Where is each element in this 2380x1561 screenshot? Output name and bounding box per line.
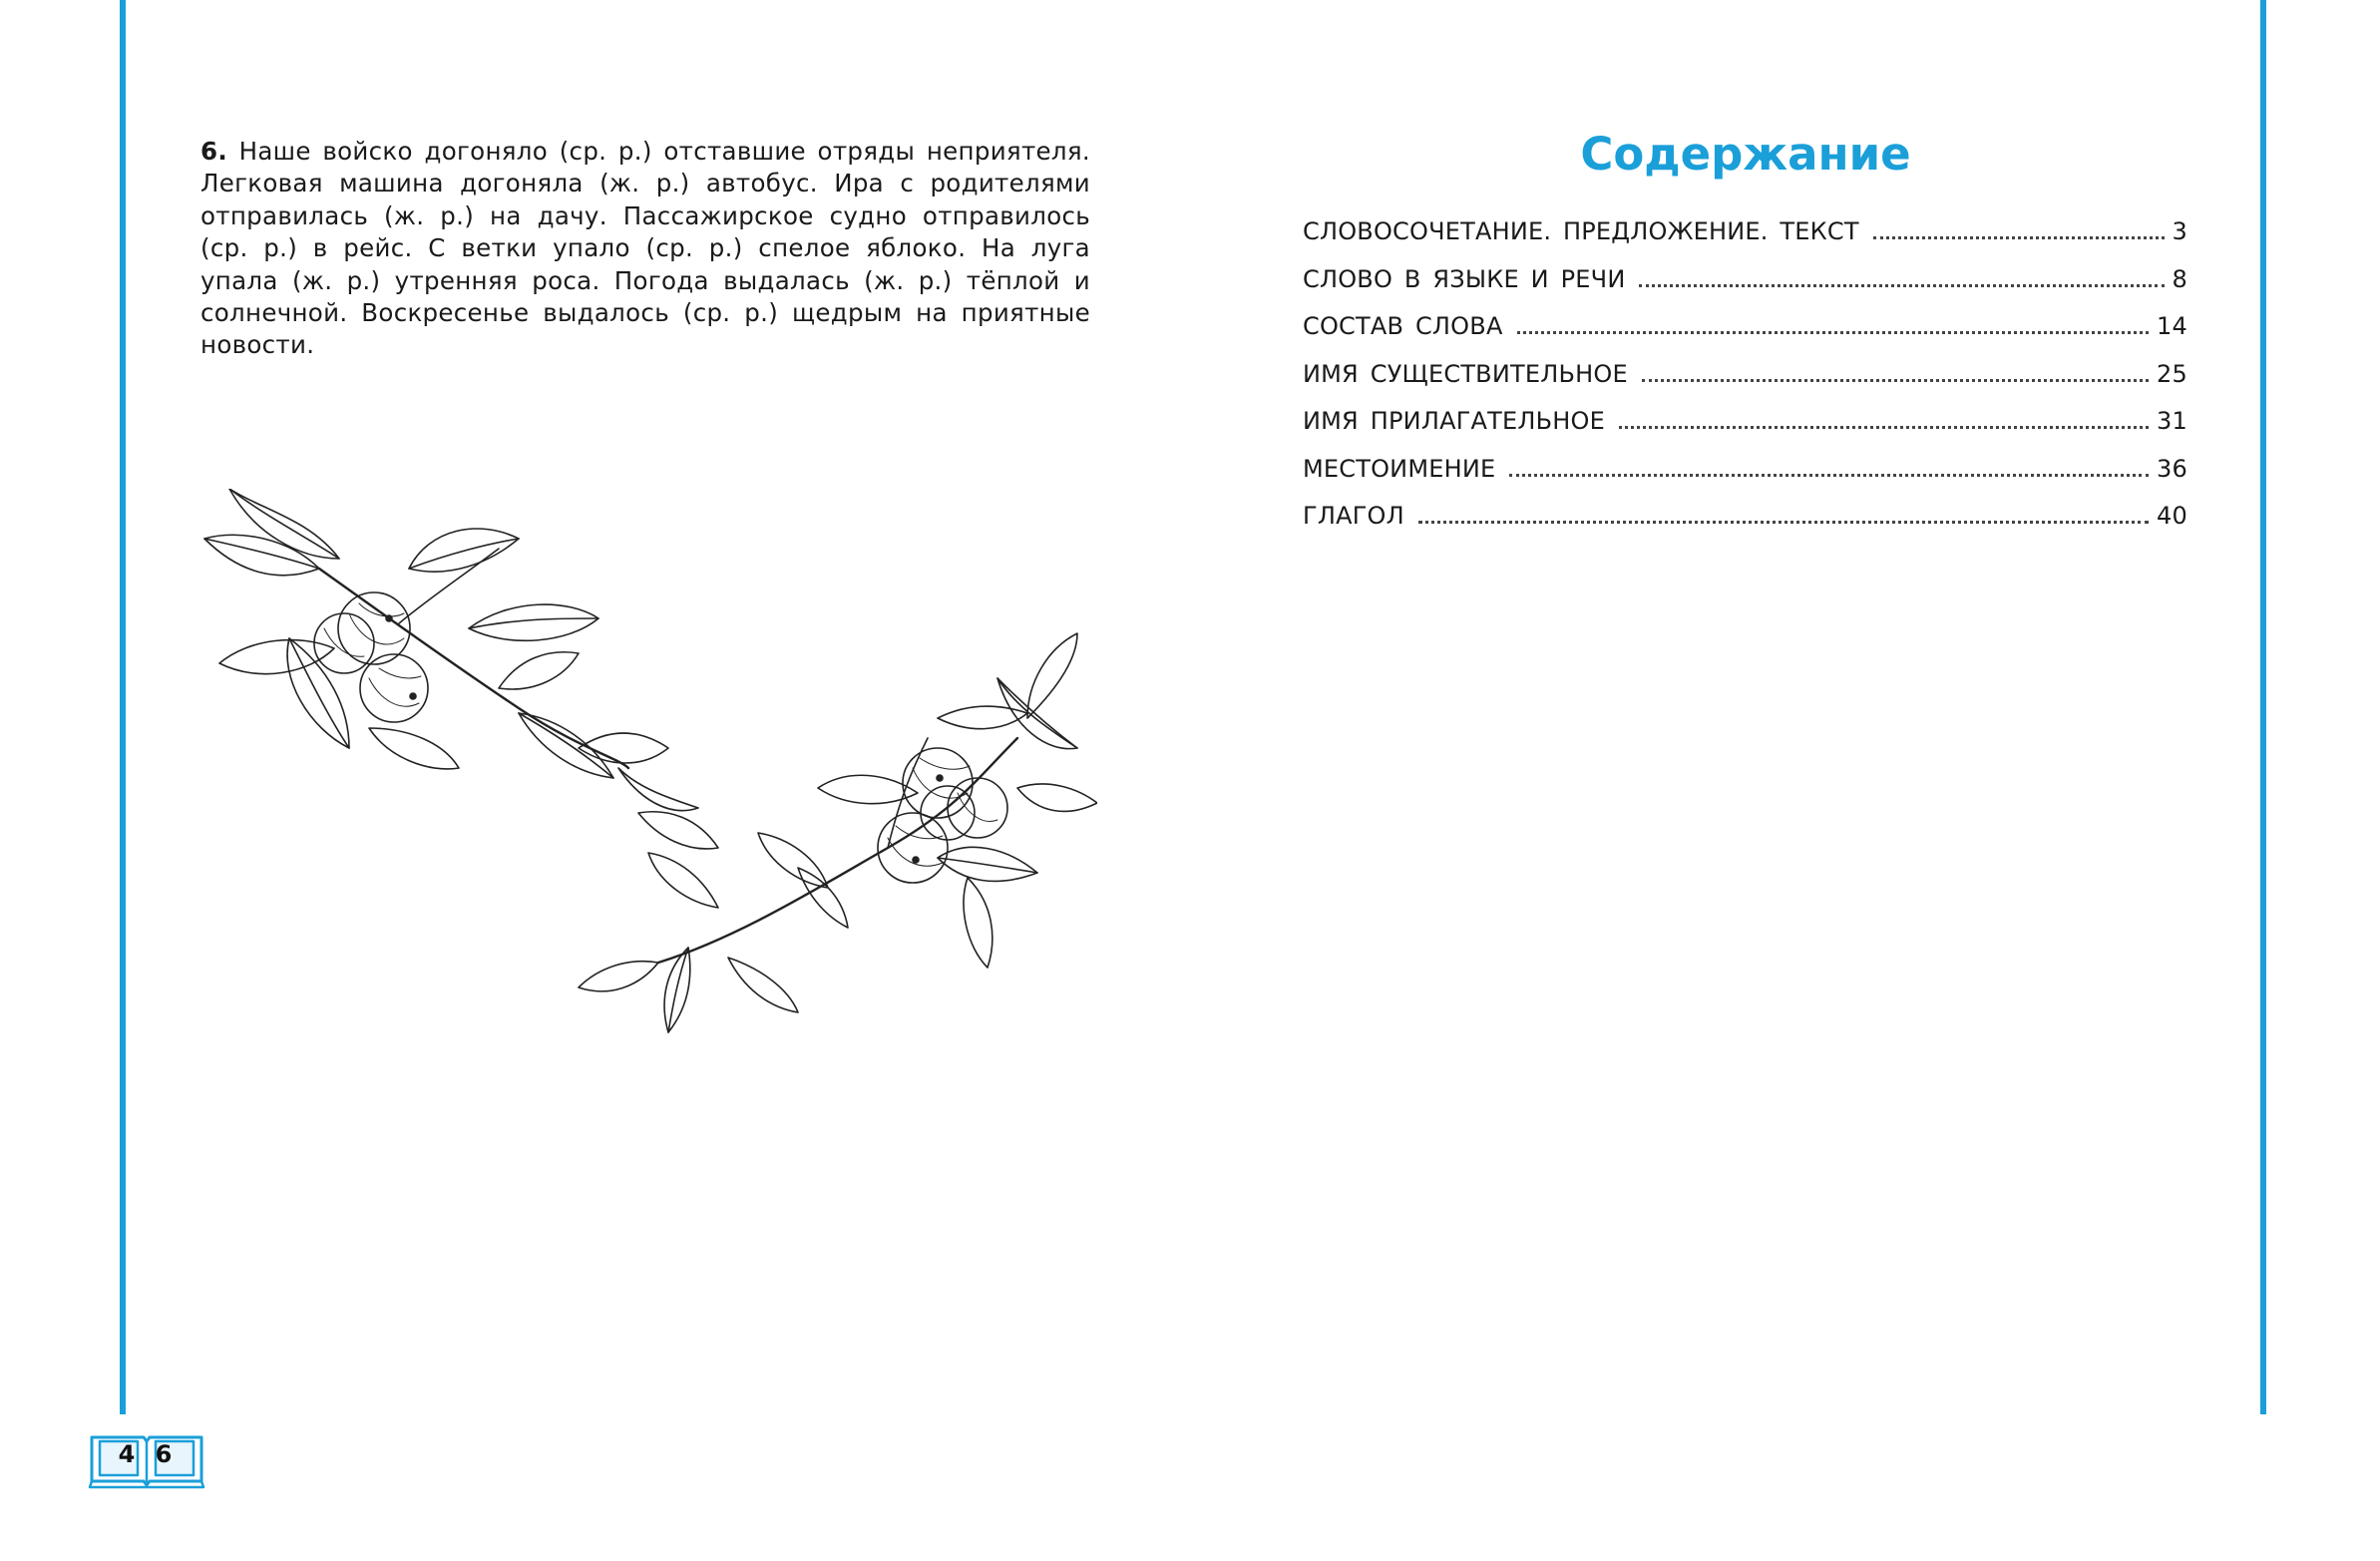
toc-item-page: 8 <box>2172 264 2187 293</box>
toc-leader-dots <box>1873 236 2165 239</box>
toc-item-label: ИМЯ СУЩЕСТВИТЕЛЬНОЕ <box>1303 359 1628 388</box>
toc-leader-dots <box>1639 284 2164 287</box>
toc-item-label: МЕСТОИМЕНИЕ <box>1303 454 1496 483</box>
toc-item[interactable] <box>1303 360 2187 408</box>
toc-item-page: 31 <box>2157 407 2187 435</box>
exercise-number: 6. <box>200 137 227 166</box>
exercise-paragraph <box>200 136 1090 362</box>
toc-item-page: 25 <box>2157 359 2187 388</box>
exercise-text: Наше войско догоняло (ср. р.) отставшие отряды неприятеля. Легковая машина догоняла (ж. р.) автобус. Ира с родителями отправилась (ж. р.) на дачу. Пассажирское судно отправилось (ср. р.) в рейс. С ветки упало (ср. р.) спелое яблоко. На луга упала (ж. р.) утренняя роса. Погода выдалась (ж. р.) тёплой и солнечной. Воскресенье выдалось (ср. р.) щедрым на приятные новости. <box>200 137 1090 360</box>
toc-item-label: СОСТАВ СЛОВА <box>1303 312 1503 340</box>
toc-leader-dots <box>1619 426 2149 429</box>
right-margin-rule <box>2260 0 2266 1414</box>
toc-leader-dots <box>1642 379 2149 382</box>
toc-item[interactable] <box>1303 312 2187 360</box>
page-number-left-digit: 4 <box>118 1440 136 1468</box>
lower-apple-branch <box>579 633 1097 1032</box>
toc-item[interactable] <box>1303 502 2187 550</box>
toc-item[interactable] <box>1303 407 2187 455</box>
toc-item-label: СЛОВОСОЧЕТАНИЕ. ПРЕДЛОЖЕНИЕ. ТЕКСТ <box>1303 217 1859 245</box>
left-margin-rule <box>120 0 126 1414</box>
apple-branch-illustration <box>199 489 1097 1067</box>
toc-leader-dots <box>1418 521 2149 524</box>
open-book-icon <box>88 1431 205 1489</box>
toc-item[interactable] <box>1303 217 2187 265</box>
toc-leader-dots <box>1509 474 2149 477</box>
toc-item-label: СЛОВО В ЯЗЫКЕ И РЕЧИ <box>1303 264 1626 293</box>
toc-item-label: ГЛАГОЛ <box>1303 502 1404 530</box>
toc-item-page: 36 <box>2157 454 2187 483</box>
toc-item[interactable] <box>1303 265 2187 313</box>
toc-item-page: 3 <box>2172 217 2187 245</box>
toc-title: Содержание <box>1580 128 1911 181</box>
toc-item-page: 14 <box>2157 312 2187 340</box>
table-of-contents <box>1303 217 2187 550</box>
toc-item-label: ИМЯ ПРИЛАГАТЕЛЬНОЕ <box>1303 407 1605 435</box>
page-number-right-digit: 6 <box>155 1440 173 1468</box>
toc-item-page: 40 <box>2157 502 2187 530</box>
upper-apple-branch <box>204 489 698 811</box>
toc-item[interactable] <box>1303 455 2187 503</box>
toc-leader-dots <box>1517 331 2149 334</box>
